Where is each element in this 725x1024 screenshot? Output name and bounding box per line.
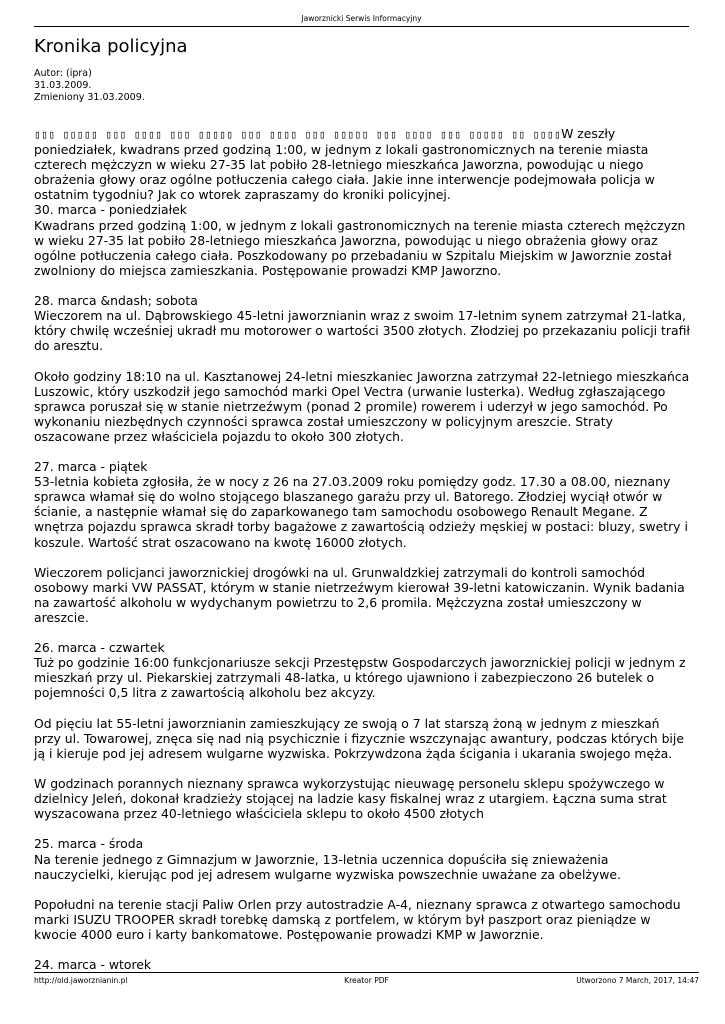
- page-header: Jaworznicki Serwis Informacyjny: [34, 14, 689, 27]
- paragraph: Na terenie jednego z Gimnazjum w Jaworznie, 13-letnia uczennica dopuściła się znieważenia nauczycielki, kierując pod jej adresem wulgarne wyzwiska powszechnie uważane za obelżywe.: [34, 851, 621, 882]
- paragraph: Wieczorem policjanci jaworznickiej drogówki na ul. Grunwaldzkiej zatrzymali do kontroli samochód osobowy marki VW PASSAT, którym w stanie nietrzeźwym kierował 39-letni katowiczanin. Wynik badania na zawartość alkoholu w wydychanym powietrzu to 2,6 promila. Mężczyzna został umieszczony w areszcie.: [34, 564, 685, 625]
- day-heading: 26. marca - czwartek: [34, 640, 165, 656]
- date-line: 31.03.2009.: [34, 80, 92, 91]
- page-footer: [34, 972, 699, 988]
- modified-line: Zmieniony 31.03.2009.: [34, 92, 145, 103]
- intro-text: W zeszły poniedziałek, kwadrans przed godziną 1:00, w jednym z lokali gastronomicznych na terenie miasta czterech mężczyzn w wieku 27-35 lat pobiło 28-letniego mieszkańca Jaworzna, powodując u niego obrażenia głowy oraz ogólne potłuczenia całego ciała. Jakie inne interwencje podejmowała policja w ostatnim tygodniu? Jak co wtorek zapraszamy do kroniki policyjnej.: [34, 126, 655, 203]
- day-heading: 27. marca - piątek: [34, 459, 148, 475]
- paragraph: Wieczorem na ul. Dąbrowskiego 45-letni jaworznianin wraz z swoim 17-letnim synem zatrzymał 21-latka, który chwilę wcześniej ukradł mu motorower o wartości 3500 złotych. Złodziej po przekazaniu policji trafił do aresztu.: [34, 308, 690, 354]
- article-body: [34, 126, 690, 972]
- day-heading: 25. marca - środa: [34, 836, 144, 852]
- intro-paragraph: [34, 126, 690, 202]
- paragraph: 53-letnia kobieta zgłosiła, że w nocy z 26 na 27.03.2009 roku pomiędzy godz. 17.30 a 08.00, nieznany sprawca włamał się do wolno stojącego blaszanego garażu przy ul. Batorego. Złodziej wyciął otwór w ścianie, a następnie włamał się do zaparkowanego tam samochodu osobowego Renault Megane. Z wnętrza pojazdu sprawca skradł torby bagażowe z zawartością odzieży męskiej w postaci: bluzy, swetry i koszule. Wartość strat oszacowano na kwotę 16000 złotych.: [34, 474, 688, 550]
- author-line: Autor: (ipra): [34, 68, 92, 79]
- paragraph: Tuż po godzinie 16:00 funkcjonariusze sekcji Przestępstw Gospodarczych jaworznickiej policji w jednym z mieszkań przy ul. Piekarskiej zatrzymali 48-latka, u którego ujawniono i zabezpieczono 26 butelek o pojemności 0,5 litra z zawartością alkoholu bez akcyzy.: [34, 655, 686, 701]
- day-heading: 24. marca - wtorek: [34, 957, 152, 973]
- footer-created: Utworzono 7 March, 2017, 14:47: [576, 976, 699, 985]
- day-heading: 28. marca &ndash; sobota: [34, 293, 198, 309]
- footer-generator: Kreator PDF: [344, 976, 389, 985]
- paragraph: Popołudni na terenie stacji Paliw Orlen przy autostradzie A-4, nieznany sprawca z otwartego samochodu marki ISUZU TROOPER skradł torebkę damską z portfelem, w którym był paszport oraz pieniądze w kwocie 4000 euro i karty bankomatowe. Postępowanie prowadzi KMP w Jaworznie.: [34, 896, 681, 942]
- day-heading: 30. marca - poniedziałek: [34, 202, 187, 218]
- paragraph: Około godziny 18:10 na ul. Kasztanowej 24-letni mieszkaniec Jaworzna zatrzymał 22-letniego mieszkańca Luszowic, który uszkodził jego samochód marki Opel Vectra (urwanie lusterka). Według zgłaszającego sprawca poruszał się w stanie nietrzeźwym (ponad 2 promile) rowerem i uderzył w jego samochód. Po wykonaniu niezbędnych czynności sprawca został umieszczony w policyjnym areszcie. Straty oszacowane przez właściciela pojazdu to około 300 złotych.: [34, 368, 690, 444]
- article-title: Kronika policyjna: [34, 36, 188, 57]
- article-meta: [34, 68, 145, 104]
- missing-glyphs: ▯▯▯ ▯▯▯▯▯ ▯▯▯ ▯▯▯▯ ▯▯▯ ▯▯▯▯▯ ▯▯▯ ▯▯▯▯ ▯▯▯ ▯▯▯▯▯ ▯▯▯ ▯▯▯▯ ▯▯▯ ▯▯▯▯▯ ▯▯ ▯▯▯▯: [34, 128, 562, 141]
- paragraph: Kwadrans przed godziną 1:00, w jednym z lokali gastronomicznych na terenie miasta czterech mężczyzn w wieku 27-35 lat pobiło 28-letniego mieszkańca Jaworzna, powodując u niego obrażenia głowy oraz ogólne potłuczenia całego ciała. Poszkodowany po przebadaniu w Szpitalu Miejskim w Jaworznie został zwolniony do miejsca zamieszkania. Postępowanie prowadzi KMP Jaworzno.: [34, 217, 686, 278]
- footer-url: http://old.jaworznianin.pl: [34, 976, 128, 985]
- paragraph: Od pięciu lat 55-letni jaworznianin zamieszkujący ze swoją o 7 lat starszą żoną w jednym z mieszkań przy ul. Towarowej, znęca się nad nią psychicznie i fizycznie wszczynając awantury, podczas których bije ją i kieruje pod jej adresem wulgarne wyzwiska. Pokrzywdzona żąda ścigania i ukarania swojego męża.: [34, 715, 684, 761]
- paragraph: W godzinach porannych nieznany sprawca wykorzystując nieuwagę personelu sklepu spożywczego w dzielnicy Jeleń, dokonał kradzieży stojącej na ladzie kasy fiskalnej wraz z utargiem. Łączna suma strat wyszacowana przez 40-letniego właściciela sklepu to około 4500 złotych: [34, 776, 667, 822]
